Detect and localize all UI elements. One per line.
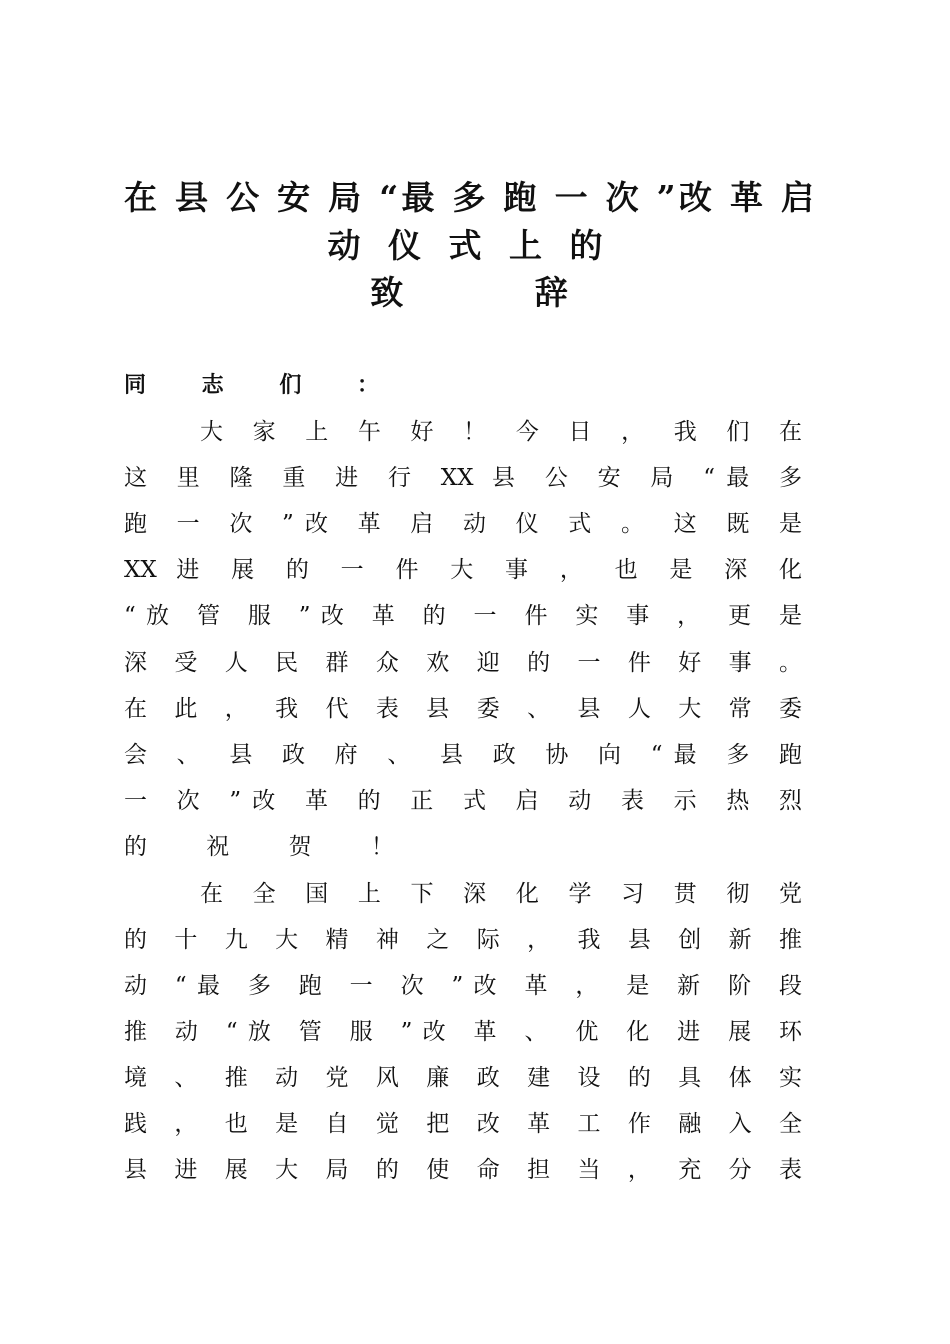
body-line: 推 动 “放 管 服 ”改 革 、 优 化 进 展 环 <box>124 1019 802 1045</box>
document-title-line-1: 在 县 公 安 局 “最 多 跑 一 次 ”改 革 启 <box>124 178 814 217</box>
salutation: 同 志 们 ： <box>124 373 403 398</box>
body-line: 在 全 国 上 下 深 化 学 习 贯 彻 党 <box>200 881 802 907</box>
body-line: 境 、 推 动 党 风 廉 政 建 设 的 具 体 实 <box>124 1065 802 1091</box>
body-line: XX 进 展 的 一 件 大 事 ， 也 是 深 化 <box>124 557 802 583</box>
body-line: “放 管 服 ”改 革 的 一 件 实 事 ， 更 是 <box>124 603 802 629</box>
body-line: 深 受 人 民 群 众 欢 迎 的 一 件 好 事 。 <box>124 650 802 676</box>
document-title-line-2: 动 仪 式 上 的 <box>327 226 611 265</box>
body-line: 在 此 ， 我 代 表 县 委 、 县 人 大 常 委 <box>124 696 802 722</box>
body-line: 会 、 县 政 府 、 县 政 协 向 “最 多 跑 <box>124 742 802 768</box>
body-line: 这 里 隆 重 进 行 XX 县 公 安 局 “最 多 <box>124 465 802 491</box>
document-title-line-3: 致 辞 <box>370 273 628 312</box>
body-line: 一 次 ”改 革 的 正 式 启 动 表 示 热 烈 <box>124 788 802 814</box>
body-line: 大 家 上 午 好 ！ 今 日 ， 我 们 在 <box>200 419 802 445</box>
body-line: 县 进 展 大 局 的 使 命 担 当 ， 充 分 表 <box>124 1157 802 1183</box>
body-line: 的 十 九 大 精 神 之 际 ， 我 县 创 新 推 <box>124 927 802 953</box>
body-line: 践 ， 也 是 自 觉 把 改 革 工 作 融 入 全 <box>124 1111 802 1137</box>
body-line: 动 “最 多 跑 一 次 ”改 革 ， 是 新 阶 段 <box>124 973 802 999</box>
body-line: 跑 一 次 ”改 革 启 动 仪 式 。 这 既 是 <box>124 511 802 537</box>
body-line: 的 祝 贺 ！ <box>124 834 420 860</box>
